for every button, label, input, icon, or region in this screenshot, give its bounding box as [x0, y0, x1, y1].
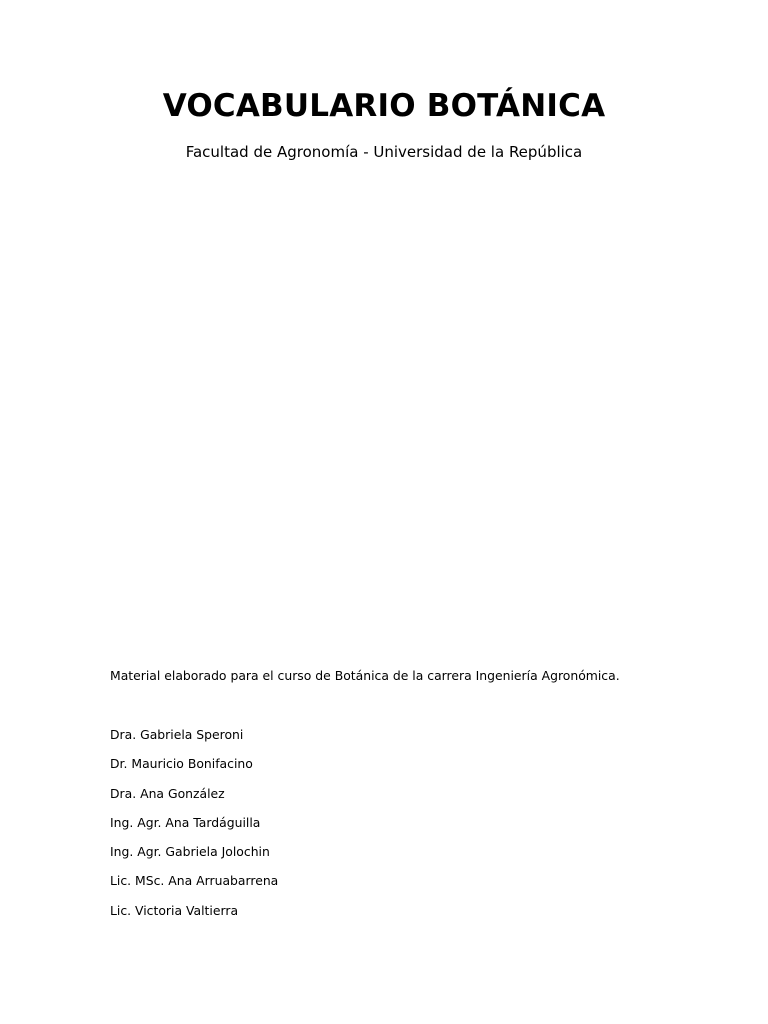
author-item: Dra. Gabriela Speroni [110, 727, 244, 742]
author-item: Dra. Ana González [110, 785, 225, 801]
course-description: Material elaborado para el curso de Botánica de la carrera Ingeniería Agronómica. [110, 668, 620, 683]
author-item: Ing. Agr. Ana Tardáguilla [110, 814, 261, 830]
document-subtitle: Facultad de Agronomía - Universidad de la República [185, 143, 583, 161]
author-item: Dr. Mauricio Bonifacino [110, 756, 253, 772]
author-item: Ing. Agr. Gabriela Jolochin [110, 844, 270, 860]
author-item: Lic. MSc. Ana Arruabarrena [110, 873, 279, 889]
document-title: VOCABULARIO BOTÁNICA [162, 88, 606, 124]
authors-list [110, 725, 278, 930]
author-item: Lic. Victoria Valtierra [110, 902, 239, 918]
